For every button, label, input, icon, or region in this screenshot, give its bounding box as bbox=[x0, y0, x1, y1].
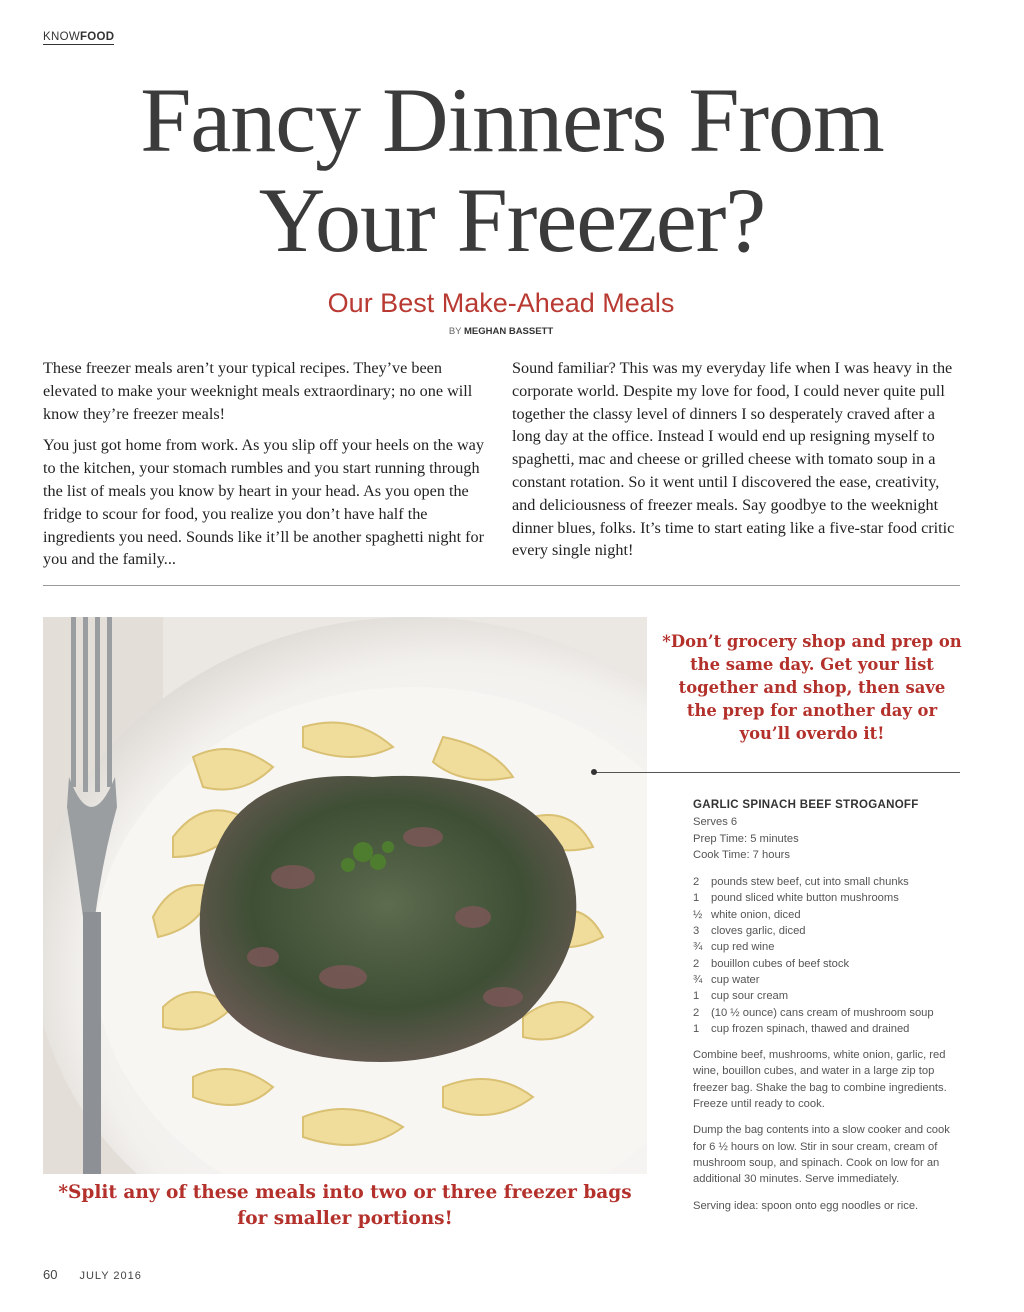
tip-callout-bottom: *Split any of these meals into two or three freezer bags for smaller portions! bbox=[58, 1182, 632, 1229]
ingredient-item: cloves garlic, diced bbox=[711, 925, 806, 938]
ingredient-row bbox=[693, 874, 958, 890]
recipe-serves: Serves 6 bbox=[693, 816, 738, 829]
page-number: 60 bbox=[43, 1267, 58, 1282]
intro-paragraph: Sound familiar? This was my everyday life when I was heavy in the corporate world. Despite my love for food, I could never quite pull together the classy level of dinners I so desperately craved after a long day at the office. Instead I would end up resigning myself to spaghetti, mac and cheese or grilled cheese with tomato soup in a constant rotation. So it went until I discovered the ease, creativity, and deliciousness of freezer meals. Say goodbye to the weeknight dinner blues, folks. It’s time to start eating like a five-star food critic every single night! bbox=[512, 359, 955, 560]
recipe-cook-time: Cook Time: 7 hours bbox=[693, 848, 790, 861]
byline-prefix: BY bbox=[448, 326, 462, 337]
serving-idea: Serving idea: spoon onto egg noodles or rice. bbox=[693, 1199, 919, 1212]
stroganoff-photo bbox=[43, 617, 647, 1174]
headline-line-1: Fancy Dinners From bbox=[140, 69, 884, 171]
ingredient-item: (10 ½ ounce) cans cream of mushroom soup bbox=[711, 1006, 934, 1019]
recipe-step: Dump the bag contents into a slow cooker and cook for 6 ½ hours on low. Stir in sour cream, cream of mushroom soup, and spinach. Cook on low for an additional 30 minutes. Serve immediately. bbox=[693, 1124, 950, 1186]
ingredient-qty: ¾ bbox=[693, 941, 703, 954]
ingredient-item: bouillon cubes of beef stock bbox=[711, 957, 850, 970]
ingredient-qty: ¾ bbox=[693, 973, 703, 986]
byline-author: MEGHAN BASSETT bbox=[463, 326, 554, 337]
page-folio bbox=[43, 1267, 142, 1282]
ingredient-item: white onion, diced bbox=[711, 908, 801, 921]
section-divider bbox=[43, 585, 960, 586]
ingredient-item: pounds stew beef, cut into small chunks bbox=[711, 876, 909, 889]
section-tag bbox=[43, 31, 114, 45]
ingredient-item: cup frozen spinach, thawed and drained bbox=[711, 1022, 910, 1035]
stroganoff-photo-illustration bbox=[43, 617, 647, 1174]
ingredient-item: cup water bbox=[711, 973, 760, 986]
tip-callout-top: *Don’t grocery shop and prep on the same day. Get your list together and shop, then save the prep for another day or you’ll overdo it! bbox=[662, 632, 962, 743]
ingredient-qty: 2 bbox=[693, 957, 700, 970]
ingredient-row bbox=[693, 923, 958, 939]
ingredient-item: pound sliced white button mushrooms bbox=[711, 892, 899, 905]
ingredient-list bbox=[693, 874, 958, 1037]
ingredient-qty: 1 bbox=[693, 990, 700, 1003]
recipe-meta bbox=[693, 814, 958, 863]
ingredient-row bbox=[693, 972, 958, 988]
intro-paragraph: These freezer meals aren’t your typical recipes. They’ve been elevated to make your weeknight meals extraordinary; no one will know they’re freezer meals! bbox=[43, 359, 473, 423]
recipe-card bbox=[693, 797, 958, 1214]
section-tag-bold: FOOD bbox=[79, 31, 115, 43]
issue-date: JULY 2016 bbox=[79, 1270, 142, 1282]
intro-column-right bbox=[512, 357, 962, 571]
ingredient-qty: 1 bbox=[693, 1022, 700, 1035]
ingredient-item: cup sour cream bbox=[711, 990, 789, 1003]
ingredient-qty: 2 bbox=[693, 876, 700, 889]
recipe-step: Combine beef, mushrooms, white onion, garlic, red wine, bouillon cubes, and water in a large zip top freezer bag. Shake the bag to combine ingredients. Freeze until ready to cook. bbox=[693, 1049, 947, 1111]
headline-line-2: Your Freezer? bbox=[258, 169, 766, 271]
ingredient-row bbox=[693, 939, 958, 955]
byline bbox=[0, 326, 1002, 337]
ingredient-row bbox=[693, 890, 958, 906]
callout-pointer-dot bbox=[591, 769, 597, 775]
article-headline bbox=[0, 70, 1024, 270]
ingredient-qty: ½ bbox=[693, 908, 703, 921]
ingredient-row bbox=[693, 956, 958, 972]
callout-pointer-line bbox=[594, 772, 960, 773]
article-subtitle: Our Best Make-Ahead Meals bbox=[327, 288, 675, 318]
ingredient-qty: 2 bbox=[693, 1006, 700, 1019]
ingredient-row bbox=[693, 907, 958, 923]
ingredient-qty: 1 bbox=[693, 892, 700, 905]
ingredient-qty: 3 bbox=[693, 925, 700, 938]
ingredient-row bbox=[693, 1021, 958, 1037]
ingredient-item: cup red wine bbox=[711, 941, 775, 954]
ingredient-row bbox=[693, 1005, 958, 1021]
intro-paragraph: You just got home from work. As you slip off your heels on the way to the kitchen, your stomach rumbles and you start running through the list of meals you know by heart in your head. As you open the fridge to scour for food, you realize you don’t have half the ingredients you need. Sounds like it’ll be another spaghetti night for you and the family... bbox=[43, 436, 485, 569]
recipe-prep-time: Prep Time: 5 minutes bbox=[693, 832, 799, 845]
intro-column-left bbox=[43, 357, 491, 580]
section-tag-light: KNOW bbox=[43, 31, 80, 43]
recipe-title: GARLIC SPINACH BEEF STROGANOFF bbox=[693, 799, 919, 811]
ingredient-row bbox=[693, 988, 958, 1004]
